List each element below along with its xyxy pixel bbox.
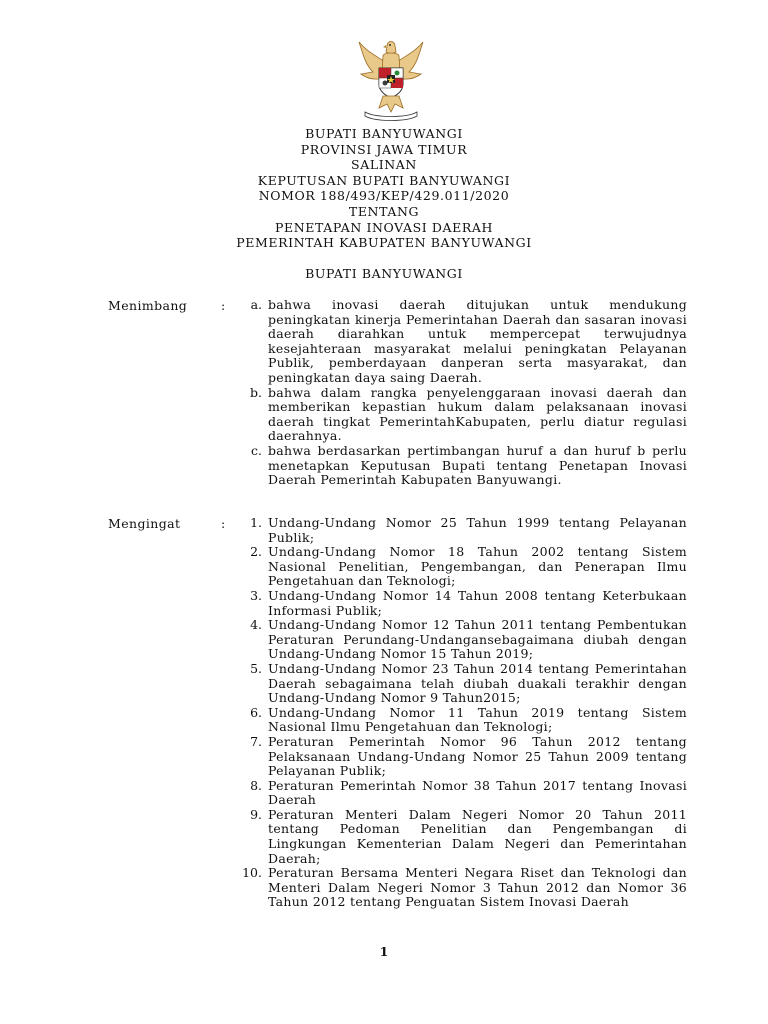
mengingat-colon: : <box>221 516 226 531</box>
item-text: bahwa dalam rangka penyelenggaraan inovasi daerah dan memberikan kepastian hukum dalam pelaksanaan inovasi daerah tingkat PemerintahKabupaten, perlu diatur regulasi daerahnya. <box>268 384 687 444</box>
item-text: Peraturan Bersama Menteri Negara Riset dan Teknologi dan Menteri Dalam Negeri Nomor 3 Tahun 2012 dan Nomor 36 Tahun 2012 tentang Penguatan Sistem Inovasi Daerah <box>268 865 687 910</box>
item-text: Peraturan Pemerintah Nomor 38 Tahun 2017 tentang Inovasi Daerah <box>268 777 687 808</box>
item-text: Undang-Undang Nomor 23 Tahun 2014 tentang Pemerintahan Daerah sebagaimana telah diubah duakali terakhir dengan Undang-Undang Nomor 9 Tahun2015; <box>268 660 687 706</box>
item-marker: b. <box>250 384 262 400</box>
menimbang-list <box>0 298 768 488</box>
header-line-5: NOMOR 188/493/KEP/429.011/2020 <box>258 188 510 204</box>
header-line-1: BUPATI BANYUWANGI <box>305 126 463 141</box>
item-marker: a. <box>250 297 262 312</box>
list-item <box>0 298 768 386</box>
item-text: bahwa berdasarkan pertimbangan huruf a dan huruf b perlu menetapkan Keputusan Bupati tentang Penetapan Inovasi Daerah Pemerintah Kabupaten Banyuwangi. <box>268 442 687 488</box>
garuda-emblem-icon <box>355 34 427 122</box>
item-marker: 2. <box>250 544 262 560</box>
list-item <box>0 866 768 910</box>
list-item <box>0 516 768 545</box>
item-marker: 9. <box>250 806 262 822</box>
item-text: Undang-Undang Nomor 14 Tahun 2008 tentang Keterbukaan Informasi Publik; <box>268 587 687 618</box>
item-text: Undang-Undang Nomor 25 Tahun 1999 tentang Pelayanan Publik; <box>268 515 687 545</box>
header-line-4: KEPUTUSAN BUPATI BANYUWANGI <box>257 172 511 188</box>
item-text: Undang-Undang Nomor 12 Tahun 2011 tentang Pembentukan Peraturan Perundang-Undangansebagaimana diubah dengan Undang-Undang Nomor 15 Tahun 2019; <box>268 617 687 662</box>
list-item <box>0 706 768 735</box>
header-line-3: SALINAN <box>351 157 417 173</box>
list-item <box>0 618 768 662</box>
item-marker: 1. <box>250 515 262 530</box>
header-line-7: PENETAPAN INOVASI DAERAH <box>275 219 493 235</box>
header-line-8: PEMERINTAH KABUPATEN BANYUWANGI <box>236 235 532 251</box>
list-item <box>0 735 768 779</box>
list-item <box>0 545 768 589</box>
page-number: 1 <box>379 944 389 959</box>
header-line-6: TENTANG <box>348 203 420 219</box>
list-item <box>0 662 768 706</box>
item-text: Peraturan Menteri Dalam Negeri Nomor 20 Tahun 2011 tentang Pedoman Penelitian dan Pengembangan di Lingkungan Kementerian Dalam Negeri dan Pemerintahan Daerah; <box>268 806 687 866</box>
item-text: Undang-Undang Nomor 11 Tahun 2019 tentang Sistem Nasional Ilmu Pengetahuan dan Teknologi; <box>268 704 687 735</box>
list-item <box>0 386 768 444</box>
item-marker: 7. <box>250 733 262 749</box>
list-item <box>0 779 768 808</box>
item-text: bahwa inovasi daerah ditujukan untuk mendukung peningkatan kinerja Pemerintahan Daerah dan sasaran inovasi daerah diarahkan untuk mempercepat terwujudnya kesejahteraan masyarakat melalui peningkatan Pelayanan Publik, pemberdayaan danperan serta masyarakat, dan peningkatan daya saing Daerah. <box>268 297 687 385</box>
item-marker: 10. <box>242 865 262 881</box>
signatory-title: BUPATI BANYUWANGI <box>305 265 463 281</box>
item-text: Undang-Undang Nomor 18 Tahun 2002 tentang Sistem Nasional Penelitian, Pengembangan, dan Penerapan Ilmu Pengetahuan dan Teknologi; <box>268 544 687 589</box>
menimbang-label: Menimbang <box>108 298 188 313</box>
mengingat-list <box>0 516 768 910</box>
list-item <box>0 589 768 618</box>
header-line-2: PROVINSI JAWA TIMUR <box>300 141 468 157</box>
item-marker: 5. <box>250 660 262 676</box>
item-marker: 4. <box>250 617 262 633</box>
item-marker: 6. <box>250 704 262 720</box>
item-marker: c. <box>251 442 262 458</box>
list-item <box>0 444 768 488</box>
item-marker: 8. <box>250 777 262 793</box>
menimbang-colon: : <box>221 298 226 313</box>
list-item <box>0 808 768 866</box>
item-text: Peraturan Pemerintah Nomor 96 Tahun 2012 tentang Pelaksanaan Undang-Undang Nomor 25 Tahun 2009 tentang Pelayanan Publik; <box>268 733 687 779</box>
document-header <box>0 126 768 281</box>
mengingat-label: Mengingat <box>108 516 181 531</box>
item-marker: 3. <box>250 587 262 603</box>
